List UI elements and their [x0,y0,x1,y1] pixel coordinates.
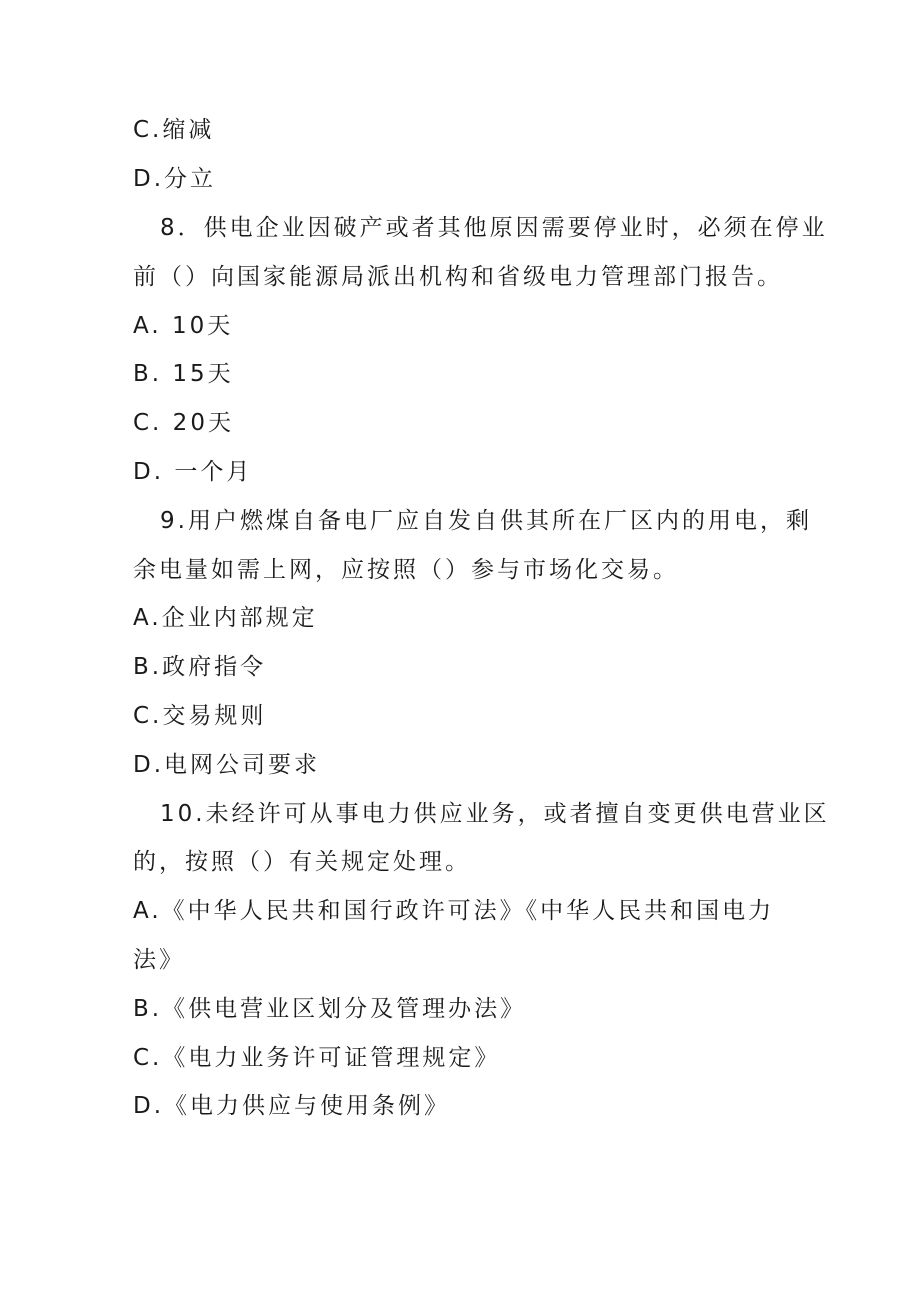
question-10-line-1: 10.未经许可从事电力供应业务，或者擅自变更供电营业区 [160,801,830,827]
option-c-q7: C.缩减 [133,117,215,143]
question-8-line-2: 前（）向国家能源局派出机构和省级电力管理部门报告。 [133,264,783,290]
option-a-q10-line-2: 法》 [133,947,185,973]
option-c-q10: C.《电力业务许可证管理规定》 [133,1045,501,1071]
option-d-q8: D. 一个月 [133,459,253,485]
option-d-q7: D.分立 [133,166,217,192]
option-a-q8: A. 10天 [133,313,234,339]
option-a-q10-line-1: A.《中华人民共和国行政许可法》《中华人民共和国电力 [133,898,775,924]
option-d-q9: D.电网公司要求 [133,752,321,778]
question-9-line-2: 余电量如需上网，应按照（）参与市场化交易。 [133,557,679,583]
question-9-line-1: 9.用户燃煤自备电厂应自发自供其所在厂区内的用电，剩 [160,508,812,534]
option-b-q10: B.《供电营业区划分及管理办法》 [133,996,527,1022]
option-b-q9: B.政府指令 [133,654,267,680]
option-a-q9: A.企业内部规定 [133,605,318,631]
question-8-line-1: 8．供电企业因破产或者其他原因需要停业时，必须在停业 [160,215,828,241]
option-c-q8: C. 20天 [133,410,234,436]
option-d-q10: D.《电力供应与使用条例》 [133,1093,451,1119]
option-b-q8: B. 15天 [133,361,234,387]
option-c-q9: C.交易规则 [133,703,267,729]
question-10-line-2: 的，按照（）有关规定处理。 [133,849,471,875]
